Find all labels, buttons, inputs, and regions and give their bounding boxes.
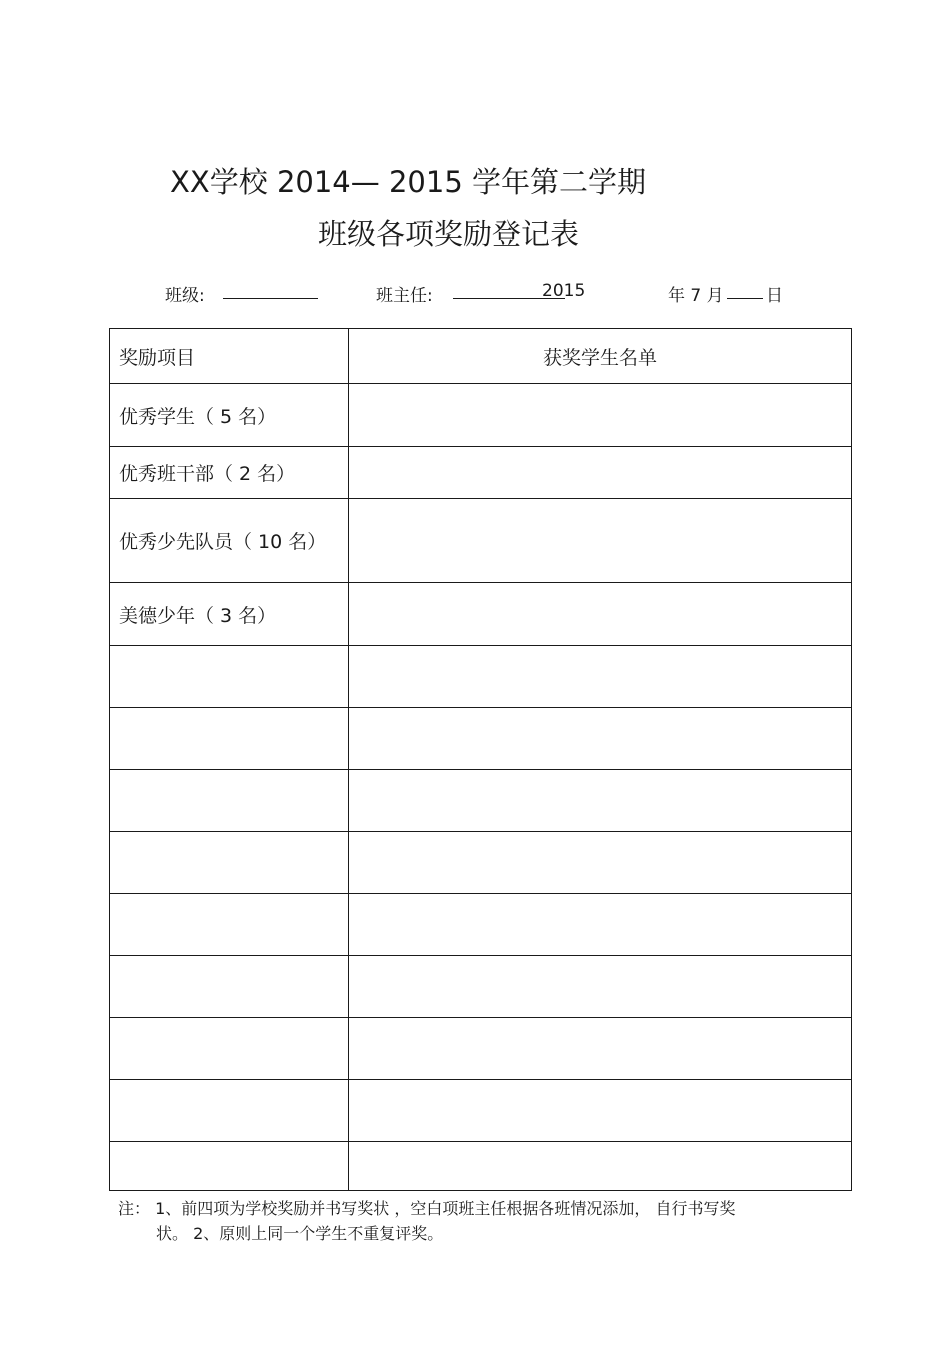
- table-row: [110, 832, 852, 894]
- table-row: [110, 499, 852, 583]
- award-item-cell[interactable]: [110, 708, 349, 770]
- student-names-cell[interactable]: [349, 384, 852, 447]
- student-names-cell[interactable]: [349, 499, 852, 583]
- footnote-line-2: 状。 2、原则上同一个学生不重复评奖。: [156, 1224, 444, 1243]
- header-student-list: 获奖学生名单: [349, 329, 852, 384]
- award-item-cell[interactable]: [110, 956, 349, 1018]
- table-row: [110, 1142, 852, 1191]
- awards-table: [109, 328, 852, 1191]
- award-item-cell[interactable]: [110, 1080, 349, 1142]
- teacher-label: 班主任:: [376, 286, 433, 306]
- table-header-row: [110, 329, 852, 384]
- award-item-cell: 优秀班干部（ 2 名）: [110, 447, 349, 499]
- student-names-cell[interactable]: [349, 770, 852, 832]
- day-label: 日: [766, 286, 783, 306]
- date-month-text: 年 7 月: [668, 286, 724, 306]
- award-item-cell[interactable]: [110, 646, 349, 708]
- award-item-cell[interactable]: [110, 1142, 349, 1191]
- student-names-cell[interactable]: [349, 956, 852, 1018]
- student-names-cell[interactable]: [349, 583, 852, 646]
- award-item-cell[interactable]: [110, 770, 349, 832]
- table-row: [110, 1080, 852, 1142]
- student-names-cell[interactable]: [349, 1080, 852, 1142]
- header-award-item: 奖励项目: [110, 329, 349, 384]
- year-value: 2015: [542, 281, 586, 301]
- award-item-cell: 优秀少先队员（ 10 名）: [110, 499, 349, 583]
- table-row: [110, 956, 852, 1018]
- table-row: [110, 894, 852, 956]
- student-names-cell[interactable]: [349, 1018, 852, 1080]
- award-item-cell[interactable]: [110, 894, 349, 956]
- title-school-term: XX学校 2014— 2015 学年第二学期: [170, 165, 646, 199]
- table-row: [110, 1018, 852, 1080]
- table-row: [110, 770, 852, 832]
- award-item-cell[interactable]: [110, 1018, 349, 1080]
- day-blank-line: [727, 298, 763, 299]
- student-names-cell[interactable]: [349, 1142, 852, 1191]
- student-names-cell[interactable]: [349, 447, 852, 499]
- table-row: [110, 646, 852, 708]
- student-names-cell[interactable]: [349, 646, 852, 708]
- student-names-cell[interactable]: [349, 894, 852, 956]
- footnote-line-1: 注： 1、前四项为学校奖励并书写奖状 ，空白项班主任根据各班情况添加， 自行书写奖: [118, 1199, 736, 1218]
- table-row: [110, 384, 852, 447]
- student-names-cell[interactable]: [349, 832, 852, 894]
- award-item-cell: 优秀学生（ 5 名）: [110, 384, 349, 447]
- student-names-cell[interactable]: [349, 708, 852, 770]
- award-item-cell[interactable]: [110, 832, 349, 894]
- class-label: 班级:: [165, 286, 205, 306]
- award-item-cell: 美德少年（ 3 名）: [110, 583, 349, 646]
- class-blank-line: [223, 298, 318, 299]
- table-row: [110, 708, 852, 770]
- table-row: [110, 447, 852, 499]
- table-row: [110, 583, 852, 646]
- title-form-name: 班级各项奖励登记表: [318, 217, 580, 251]
